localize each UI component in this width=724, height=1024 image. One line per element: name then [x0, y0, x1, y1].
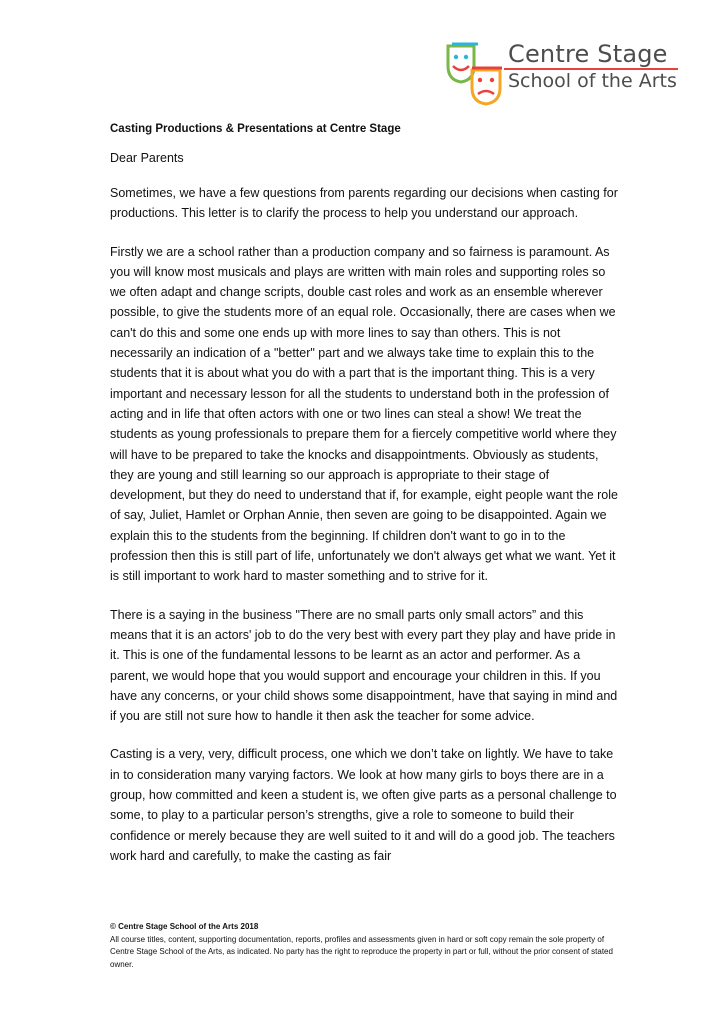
paragraph-small-parts: There is a saying in the business "There are no small parts only small actors” and this means that it is an actors' job to do the very best with every part they play and have pride in it. This is one of the fundamental lessons to be learnt as an actor and performer. As a parent, we would hope that you would support and encourage your children in this. If you have any concerns, or your child shows some disappointment, have that saying in mind and if you are still not sure how to handle it then ask the teacher for some advice.: [110, 607, 618, 724]
logo-title: Centre Stage: [508, 40, 668, 68]
paragraph-intro: Sometimes, we have a few questions from parents regarding our decisions when casting for productions. This letter is to clarify the process to help you understand our approach.: [110, 186, 618, 221]
letter-body: [110, 121, 620, 866]
letter-greeting: Dear Parents: [110, 151, 184, 165]
logo-subtitle: School of the Arts: [508, 70, 677, 92]
footer-copyright: © Centre Stage School of the Arts 2018: [110, 922, 259, 931]
paragraph-fairness: Firstly we are a school rather than a production company and so fairness is paramount. As you will know most musicals and plays are written with main roles and supporting roles so we often adapt and change scripts, double cast roles and work as an ensemble wherever possible, to give the students more of an equal role. Occasionally, there are cases when we can't do this and some one ends up with more lines to say than others. This is not necessarily an indication of a "better" part and we always take time to explain this to the students that it is about what you do with a part that is the important thing. This is a very important and necessary lesson for all the students to understand both in the profession of acting and in life that often actors with one or two lines can steal a show! We treat the students as young professionals to prepare them for a fiercely competitive world where they will have to be prepared to take the knocks and disappointments. Obviously as students, they are young and still learning so our approach is appropriate to their stage of development, but they do need to understand that if, for example, eight people want the role of say, Juliet, Hamlet or Orphan Annie, then seven are going to be disappointed. Again we explain this to the students from the beginning. If children don't want to go in to the profession then this is still part of life, unfortunately we don't always get what we want. Yet it is still important to work hard to master something and to strive for it.: [110, 244, 618, 584]
page-footer: [110, 921, 630, 971]
paragraph-casting-process: Casting is a very, very, difficult process, one which we don’t take on lightly. We have to take in to consideration many varying factors. We look at how many girls to boys there are in a group, how committed and keen a student is, we often give parts as a personal challenge to some, to play to a particular person’s strengths, give a role to someone to build their confidence or merely because they are well suited to it and will do a good job. The teachers work hard and carefully, to make the casting as fair: [110, 747, 617, 863]
footer-notice: All course titles, content, supporting documentation, reports, profiles and assessments given in hard or soft copy remain the sole property of Centre Stage School of the Arts, as indicated. No party has the right to reproduce the property in part or full, without the prior consent of stated owner.: [110, 934, 613, 969]
school-logo: [444, 40, 680, 106]
theatre-masks-icon: [444, 40, 506, 106]
letter-heading: Casting Productions & Presentations at Centre Stage: [110, 123, 401, 135]
